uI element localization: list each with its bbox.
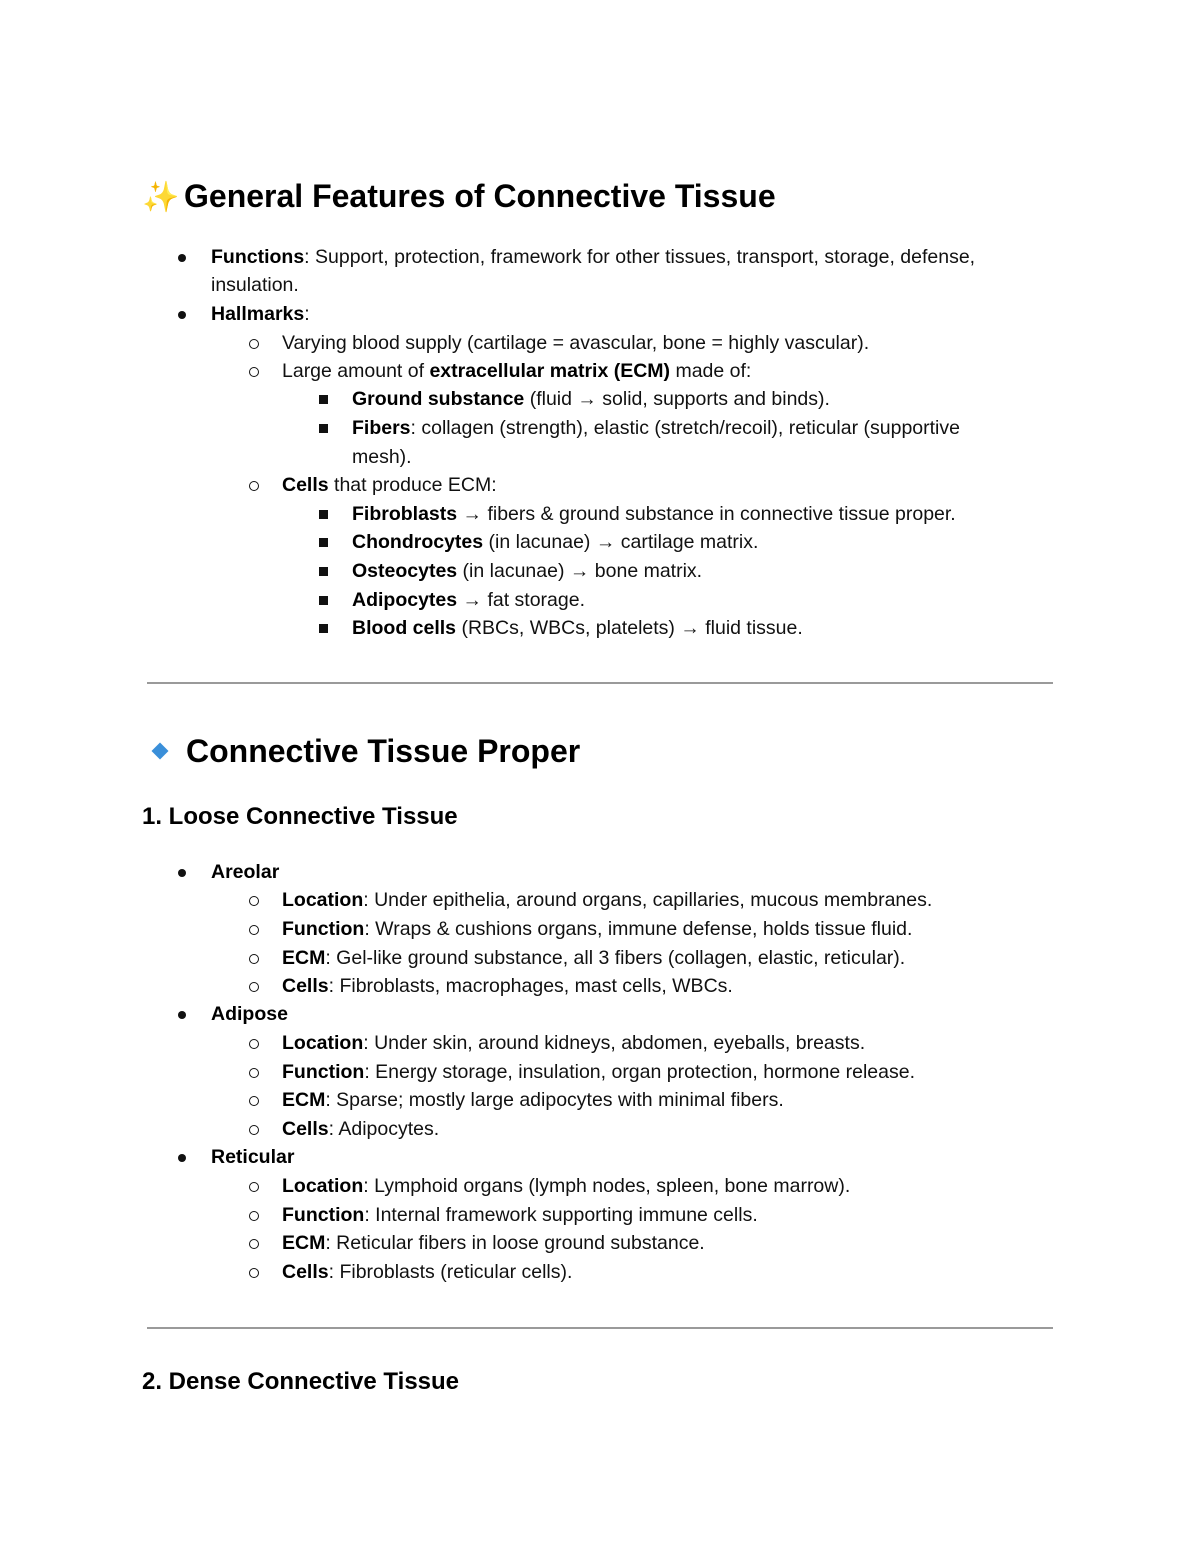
circle-bullet-icon	[249, 1039, 259, 1049]
adipocytes-item: Adipocytes → fat storage.	[352, 586, 585, 615]
disc-bullet-icon	[178, 869, 186, 877]
circle-bullet-icon	[249, 1268, 259, 1278]
chondrocytes-item: Chondrocytes (in lacunae) → cartilage matrix.	[352, 528, 758, 557]
square-bullet-icon	[319, 510, 328, 519]
adipose-function: Function: Energy storage, insulation, organ protection, hormone release.	[282, 1058, 915, 1087]
adipose-location: Location: Under skin, around kidneys, abdomen, eyeballs, breasts.	[282, 1029, 865, 1058]
circle-bullet-icon	[249, 339, 259, 349]
square-bullet-icon	[319, 624, 328, 633]
adipose-item: Adipose	[211, 1000, 288, 1029]
connective-tissue-proper-heading: Connective Tissue Proper	[142, 731, 580, 771]
disc-bullet-icon	[178, 1011, 186, 1019]
disc-bullet-icon	[178, 254, 186, 262]
reticular-item: Reticular	[211, 1143, 294, 1172]
circle-bullet-icon	[249, 982, 259, 992]
cells-item: Cells that produce ECM:	[282, 471, 497, 500]
functions-item: Functions: Support, protection, framework for other tissues, transport, storage, defense,	[211, 243, 975, 272]
circle-bullet-icon	[249, 954, 259, 964]
square-bullet-icon	[319, 395, 328, 404]
fibers-item: Fibers: collagen (strength), elastic (stretch/recoil), reticular (supportive	[352, 414, 960, 443]
general-features-heading: ✨ General Features of Connective Tissue	[142, 176, 776, 218]
square-bullet-icon	[319, 538, 328, 547]
dense-connective-heading: 2. Dense Connective Tissue	[142, 1368, 460, 1395]
circle-bullet-icon	[249, 481, 259, 491]
areolar-ecm: ECM: Gel-like ground substance, all 3 fibers (collagen, elastic, reticular).	[282, 944, 905, 973]
square-bullet-icon	[319, 567, 328, 576]
areolar-location: Location: Under epithelia, around organs, capillaries, mucous membranes.	[282, 886, 932, 915]
circle-bullet-icon	[249, 1211, 259, 1221]
hallmarks-label: Hallmarks	[211, 303, 305, 325]
reticular-function: Function: Internal framework supporting immune cells.	[282, 1201, 758, 1230]
sparkles-icon: ✨	[142, 181, 180, 214]
square-bullet-icon	[319, 596, 328, 605]
disc-bullet-icon	[178, 311, 186, 319]
loose-connective-heading: 1. Loose Connective Tissue	[142, 803, 458, 830]
reticular-cells: Cells: Fibroblasts (reticular cells).	[282, 1258, 572, 1287]
areolar-function: Function: Wraps & cushions organs, immune defense, holds tissue fluid.	[282, 915, 912, 944]
horizontal-divider	[147, 682, 1053, 684]
circle-bullet-icon	[249, 367, 259, 377]
horizontal-divider	[147, 1327, 1053, 1329]
blood-cells-item: Blood cells (RBCs, WBCs, platelets) → fluid tissue.	[352, 614, 803, 643]
adipose-cells: Cells: Adipocytes.	[282, 1115, 439, 1144]
circle-bullet-icon	[249, 1239, 259, 1249]
circle-bullet-icon	[249, 1068, 259, 1078]
blue-diamond-icon	[152, 743, 169, 760]
osteocytes-item: Osteocytes (in lacunae) → bone matrix.	[352, 557, 702, 586]
ecm-item: Large amount of extracellular matrix (ECM) made of:	[282, 357, 751, 386]
areolar-cells: Cells: Fibroblasts, macrophages, mast cells, WBCs.	[282, 972, 733, 1001]
circle-bullet-icon	[249, 925, 259, 935]
square-bullet-icon	[319, 424, 328, 433]
functions-label: Functions	[211, 246, 305, 268]
hallmarks-item: Hallmarks:	[211, 300, 310, 329]
ground-substance-item: Ground substance (fluid → solid, supports and binds).	[352, 385, 830, 414]
adipose-ecm: ECM: Sparse; mostly large adipocytes with minimal fibers.	[282, 1086, 784, 1115]
circle-bullet-icon	[249, 1096, 259, 1106]
reticular-location: Location: Lymphoid organs (lymph nodes, spleen, bone marrow).	[282, 1172, 850, 1201]
fibers-continuation: mesh).	[352, 446, 412, 468]
reticular-ecm: ECM: Reticular fibers in loose ground substance.	[282, 1229, 705, 1258]
circle-bullet-icon	[249, 1182, 259, 1192]
blood-supply-item: Varying blood supply (cartilage = avascular, bone = highly vascular).	[282, 329, 869, 358]
fibroblasts-item: Fibroblasts → fibers & ground substance in connective tissue proper.	[352, 500, 956, 529]
areolar-item: Areolar	[211, 858, 279, 887]
circle-bullet-icon	[249, 896, 259, 906]
circle-bullet-icon	[249, 1125, 259, 1135]
disc-bullet-icon	[178, 1154, 186, 1162]
functions-continuation: insulation.	[211, 274, 299, 296]
